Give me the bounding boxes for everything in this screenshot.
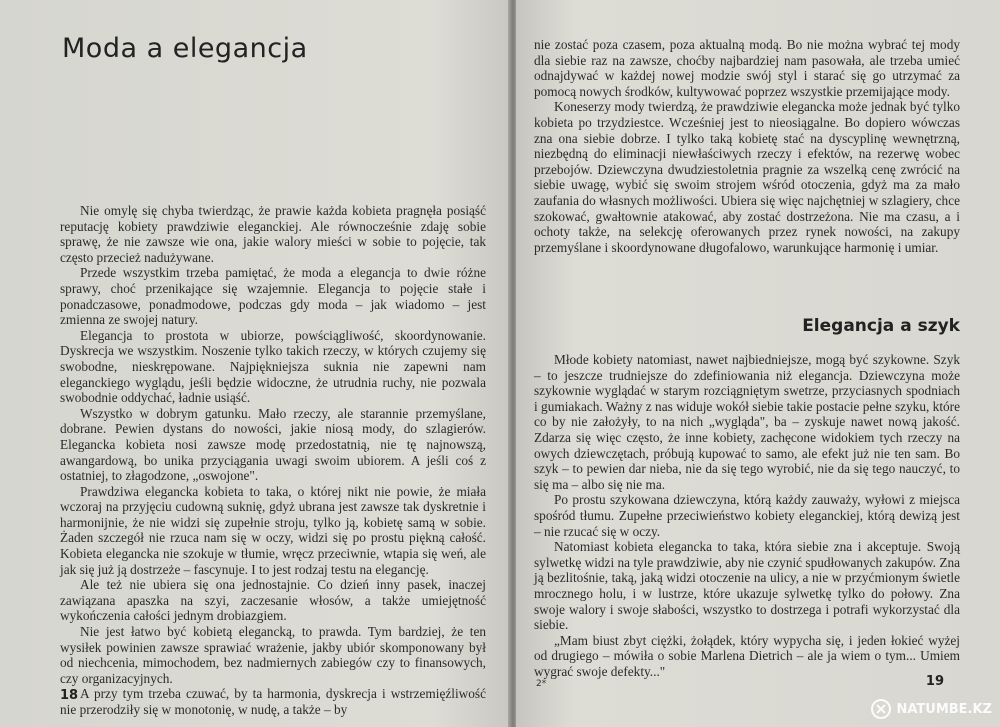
paragraph: Przede wszystkim trzeba pamiętać, że moda a elegancja to dwie różne sprawy, choć przenikające się wzajemnie. Elegancja to pojęcie stałe i ponadczasowe, ponadmodowe, podczas gdy moda – jak wiadomo – jest zmienna ze swojej natury.: [60, 265, 486, 328]
left-page-text: [60, 203, 486, 718]
logo-icon: [871, 699, 891, 719]
paragraph: Po prostu szykowana dziewczyna, którą każdy zauważy, wyłowi z miejsca spośród tłumu. Zupełne przeciwieństwo kobiety eleganckiej, którą dewizą jest – nie rzucać się w oczy.: [534, 492, 960, 539]
right-page-bottom-text: [534, 352, 960, 679]
paragraph: Nie jest łatwo być kobietą elegancką, to prawda. Tym bardziej, że ten wysiłek powinien zawsze sprawiać wrażenie, jakby ubiór skomponowany był od niechcenia, mimochodem, bez nadmiernych zabiegów czy to finansowych, czy organizacyjnych.: [60, 624, 486, 686]
right-page-top-text: [534, 37, 960, 255]
paragraph: Ale też nie ubiera się ona jednostajnie. Co dzień inny pasek, inaczej zawiązana apaszka na szyi, zaczesanie włosów, a także umiejętność wykończenia całości jednym drobiazgiem.: [60, 577, 486, 624]
paragraph: Natomiast kobieta elegancka to taka, która siebie zna i akceptuje. Swoją sylwetkę widzi na tyle prawdziwie, aby nie czynić spudłowanych zakupów. Zna ją bezlitośnie, taką, jaką widzi otoczenie na ulicy, a nie w przyćmionym świetle mrocznego holu, i w lustrze, które ukazuje sylwetkę tylko do połowy. Zna swoje walory i swoje słabości, wszystko to dostrzega i potrafi wykorzystać dla siebie.: [534, 539, 960, 633]
chapter-title: Moda a elegancja: [62, 33, 308, 64]
paragraph: Młode kobiety natomiast, nawet najbiedniejsze, mogą być szykowne. Szyk – to jeszcze trudniejsze do zdefiniowania niż elegancja. Dziewczyna może szykownie wyglądać w starym rozciągniętym swetrze, przyciasnych spodniach i gumiakach. Ważny z nas widuje wokół siebie takie postacie pełne szyku, które co by nie założyły, to na nich „wygląda", ba – zyskuje nawet nową jakość. Zdarza się więc często, że inne kobiety, zachęcone widokiem tych rzeczy na owych dziewczętach, próbują kupować to samo, ale efekt już nie ten sam. Bo szyk – to pewien dar nieba, nie da się tego wyrobić, nie da się tego nauczyć, to się ma – albo się nie ma.: [534, 352, 960, 492]
paragraph: A przy tym trzeba czuwać, by ta harmonia, dyskrecja i wstrzemięźliwość nie przerodziły się w monotonię, w nudę, a także – by: [60, 686, 486, 717]
right-page: [516, 0, 1000, 727]
paragraph: Elegancja to prostota w ubiorze, powściągliwość, skoordynowanie. Dyskrecja we wszystkim. Noszenie tylko takich rzeczy, w których czujemy się swobodne, nieskrępowane. Najpiękniejsza suknia nie zapewni nam eleganckiego wyglądu, jeśli będzie widoczne, że utrudnia ruchy, nie pozwala swobodnie oddychać, ładnie usiąść.: [60, 327, 486, 406]
watermark: [871, 699, 992, 719]
paragraph: „Mam biust zbyt ciężki, żołądek, który wypycha się, i jeden łokieć wyżej od drugiego – mówiła o sobie Marlena Dietrich – ale ja wiem o tym... Umiem wygrać swoje defekty...": [534, 632, 960, 679]
watermark-text: NATUMBE.KZ: [896, 701, 992, 717]
paragraph: Koneserzy mody twierdzą, że prawdziwie elegancka może jednak być tylko kobieta po trzydziestce. Wcześniej jest to nieosiągalne. Bo dopiero wówczas zna ona siebie dobrze. I tylko taką kobietę stać na dyscyplinę wewnętrzną, niezbędną do eliminacji niewłaściwych rzeczy i efektów, na rezerwę wobec przebojów. Dziewczyna dwudziestoletnia pragnie za wszelką cenę zwrócić na siebie uwagę, wybić się swoim strojem wśród otoczenia, gdyż ma za mało zaufania do własnych możliwości. Ubiera się więc najchętniej w szlagiery, chce szokować, gwałtownie atakować, aby zostać dostrzeżona. Nie ma czasu, a i ochoty także, na selekcję oferowanych przez rynek nowości, na zakupy przemyślane i skoordynowane długofalowo, warunkujące harmonię i umiar.: [534, 99, 960, 255]
signature-mark: 2*: [536, 679, 547, 689]
paragraph: Nie omylę się chyba twierdząc, że prawie każda kobieta pragnęła posiąść reputację kobiety prawdziwie eleganckiej. Ale równocześnie zdaję sobie sprawę, że nie zawsze wie ona, jakie walory mieści w sobie to pojęcie, tak często przecież nadużywane.: [60, 203, 486, 265]
page-number-left: 18: [60, 688, 79, 703]
paragraph: Wszystko w dobrym gatunku. Mało rzeczy, ale starannie przemyślane, dobrane. Pewien dystans do nowości, jakie niosą mody, do szlagierów. Elegancka kobieta nosi zawsze modę przedostatnią, nie tę najnowszą, awangardową, bo unika przyciągania uwagi swoim ubiorem. A jeśli coś z ostatniej, to złagodzone, „oswojone".: [60, 405, 486, 484]
paragraph: Prawdziwa elegancka kobieta to taka, o której nikt nie powie, że miała wczoraj na przyjęciu cudowną suknię, gdyż ubrana jest zawsze tak dyskretnie i harmonijnie, że nie widzi się zupełnie stroju, tylko ją, kobietę samą w sobie. Żaden szczegół nie rzuca nam się w oczy, widzi się po prostu piękną całość. Kobieta elegancka nie szokuje w tłumie, wręcz przeciwnie, wtapia się weń, ale jak się już ją dostrzeże – fascynuje. I to jest rodzaj testu na elegancję.: [60, 483, 486, 577]
page-number-right: 19: [925, 674, 944, 689]
section-subtitle: Elegancja a szyk: [802, 316, 960, 336]
paragraph: nie zostać poza czasem, poza aktualną modą. Bo nie można wybrać tej mody dla siebie raz na zawsze, choćby najbardziej nam pasowała, ale trzeba umieć odnajdywać w każdej nowej modzie swój styl i starać się go utrzymać za pomocą nowych środków, kultywować poprzez wszystkie przemijające mody.: [534, 37, 960, 99]
